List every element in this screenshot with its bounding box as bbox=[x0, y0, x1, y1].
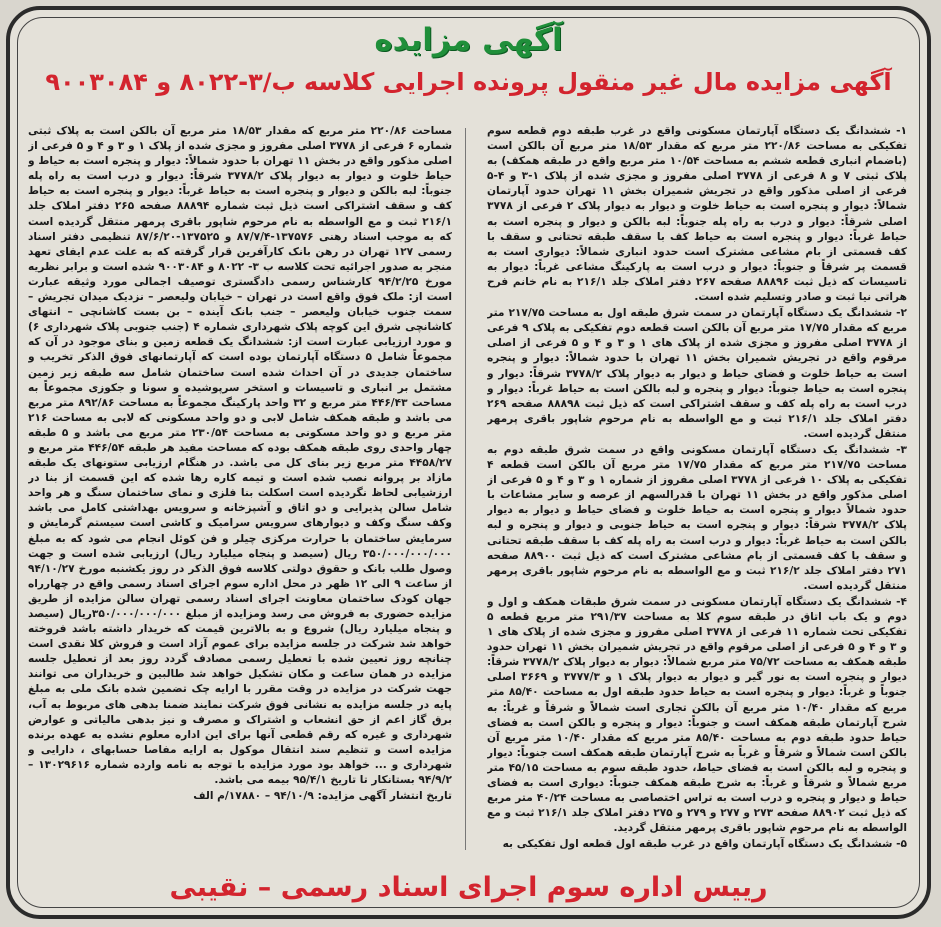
item-5-start: ۵- ششدانگ یک دستگاه آپارتمان واقع در غرب طبقه اول قطعه اول تفکیکی به bbox=[502, 838, 907, 851]
item-3: ۳- ششدانگ یک دستگاه آپارتمان مسکونی واقع در سمت شرق طبقه دوم به مساحت ۲۱۷/۷۵ متر مربع که مقدار ۱۷/۷۵ متر مربع آن بالکن است قطعه ۴ تفکیکی به پلاک ۱۰ فرعی از ۳۷۷۸ اصلی مفروز از شماره ۱ و ۳ و ۴ و ۵ فرعی از اصلی مذکور واقع در بخش ۱۱ تهران با قدرالسهم از عرصه و سایر مشاعات با حدود شمالاً دیوار و پنجره است به حیاط خلوت و فضای حیاط و دیوار به دیوار پلاک ۳۷۷۸/۲ شرقاً: دیوار و پنجره است به حیاط جنوبی و دیوار و پنجره و لبه بالکن است به حیاط غرباً: دیوار و درب است به راه پله کف با سقف طبقه تحتانی و سقف با کف قسمتی از بام مشاعی مشترک است که ذیل ثبت ۸۸۹۰۰ صفحه ۲۷۱ دفتر املاک جلد ۲۱۶/۲ ثبت و مع الواسطه به نام مرحوم شاپور باقری پرمهر منتقل گردیده است. bbox=[487, 443, 907, 592]
left-column bbox=[28, 124, 452, 854]
notice-title: آگهی مزایده bbox=[374, 22, 563, 58]
item-2: ۲- ششدانگ یک دستگاه آپارتمان در سمت شرق طبقه اول به مساحت ۲۱۷/۷۵ متر مربع که مقدار ۱۷/۷۵ متر مربع آن بالکن است قطعه دوم تفکیکی به پلاک ۹ فرعی از ۳۷۷۸ اصلی مفروز و مجزی شده از پلاک های ۱ و ۳ و ۴ و ۵ فرعی از اصلی مرقوم واقع در تجریش شمیران بخش ۱۱ تهران با حدود شمالاً: دیوار و پنجره است به حیاط خلوت و فضای حیاط و دیوار به دیوار پلاک ۳۷۷۸/۲ شرقاً: دیوار و پنجره است به حیاط جنوباً: دیوار و پنجره و لبه بالکن است به حیاط غرباً: دیوار و درب است به راه پله کف و سقف اشتراکی است که ذیل ثبت ۸۸۸۹۸ صفحه ۲۶۹ دفتر املاک جلد ۲۱۶/۱ ثبت و مع الواسطه به نام مرحوم شاپور باقری پرمهر منتقل گردیده است. bbox=[487, 307, 907, 440]
signature-line: رییس اداره سوم اجرای اسناد رسمی – نقیبی bbox=[169, 872, 768, 903]
auction-details: مساحت ۲۲۰/۸۶ متر مربع که مقدار ۱۸/۵۳ متر مربع آن بالکن است به پلاک ثبتی شماره ۶ فرعی از ۳۷۷۸ اصلی مفروز و مجزی شده از پلاک ۱ و ۳ و ۴ و ۵ فرعی از اصلی مذکور واقع در بخش ۱۱ تهران با حدود شمالاً: دیوار و پنجره است به حیاط و حیاط خلوت و دیوار به دیوار پلاک ۳۷۷۸/۲ شرقاً: دیوار و درب است به راه پله جنوباً: لبه بالکن و دیوار و پنجره است به حیاط غرباً: دیوار و پنجره است به حیاط کف و سقف اشتراکی است ذیل ثبت شماره ۸۸۸۹۴ صفحه ۲۶۵ دفتر املاک جلد ۲۱۶/۱ ثبت و مع الواسطه به نام مرحوم شاپور باقری پرمهر منتقل گردیده است که به موجب اسناد رهنی ۱۳۷۵۷۶-۸۷/۷/۴ و ۱۳۷۵۲۵-۸۷/۶/۲۰ تنظیمی دفتر اسناد رسمی ۱۲۷ تهران در رهن بانک کارآفرین قرار گرفته که به علت عدم ایفای تعهد منجر به صدور اجرائیه تحت کلاسه ب ۳- ۸۰۲۲ و ۹۰۰۳۰۸۴ شده است و برابر نظریه مورخ ۹۴/۲/۲۵ کارشناس رسمی دادگستری توصیف اجمالی مورد وثیقه عبارت است از: ملک فوق واقع است در تهران – خیابان ولیعصر – نزدیک میدان تجریش – سمت جنوب خیابان ولیعصر – جنب بانک آینده – بن بست کاشانچی – انتهای کاشانچی شرق این کوچه پلاک شهرداری شماره ۴ (جنب جنوبی پلاک شهرداری ۶) و مورد ارزیابی عبارت است از: ششدانگ یک قطعه زمین و بنای موجود در آن که مجموعاً شامل ۵ دستگاه آپارتمان بوده است که آپارتمانهای فوق الذکر تخریب و ساختمان جدیدی در آن احداث شده است ساختمان شامل سه طبقه زیر زمین مشتمل بر انباری و تاسیسات و استخر سرپوشیده و سونا و جکوزی مجموعاً به مساحت ۴۴۶/۴۳ متر مربع و ۳۲ واحد پارکینگ مجموعاً به مساحت ۸۹۲/۸۶ متر مربع می باشد و طبقه همکف شامل لابی و دو واحد مسکونی که لابی به مساحت ۲۱۶ متر مربع و دو واحد مسکونی به مساحت ۲۳۰/۵۴ متر مربع می باشد و ۵ طبقه چهار واحدی روی طبقه همکف بوده که مساحت مفید هر طبقه ۴۴۶/۵۴ متر مربع و ۴۴۵۸/۲۷ متر مربع زیر بنای کل می باشد. در هنگام ارزیابی ستونهای یک طبقه مازاد بر پروانه نصب شده است و تیمه کاره رها شده که این قسمت از بنا در ارزشیابی لحاظ نگردیده است اسکلت بنا فلزی و نمای ساختمان سنگ و هر واحد شامل سالن پذیرایی و دو اتاق و آشپزخانه و سرویس بهداشتی کامل می باشد وکف سنگ وکف و دیوارهای سرویس سرامیک و کاشی است سیستم گرمایش و سرمایش ساختمان با حرارت مرکزی چیلر و فن کوئل انجام می شود که به مبلغ ۳۵۰/۰۰۰/۰۰۰/۰۰۰ ریال (سیصد و پنجاه میلیارد ریال) ارزیابی شده است و جهت وصول طلب بانک و حقوق دولتی کلاسه فوق الذکر در روز یکشنبه مورخ ۹۴/۱۰/۲۷ از ساعت ۹ الی ۱۲ ظهر در محل اداره سوم اجرای اسناد رسمی واقع در چهارراه جهان کودک ساختمان معاونت اجرای اسناد رسمی تهران سالن مزایده از طریق مزایده حضوری به فروش می رسد ومزایده از مبلغ ۳۵۰/۰۰۰/۰۰۰/۰۰۰ریال (سیصد و پنجاه میلیارد ریال) شروع و به بالاترین قیمت که خریدار داشته باشد فروخته خواهد شد شرکت در جلسه مزایده برای عموم آزاد است و فروش کلا نقدی است چنانچه روز تعیین شده با تعطیل رسمی مصادف گردد روز بعد از تعطیل جلسه مزایده در همان ساعت و مکان تشکیل خواهد شد طالبین و خریداران می توانند جهت شرکت در مزایده در وقت مقرر با ارایه چک تضمین شده بانک ملی به مبلغ پایه در جلسه مزایده به نشانی فوق شرکت نمایند ضمنا بدهی های مربوط به آب، برق گاز اعم از حق انشعاب و اشتراک و مصرف و نیز بدهی مالیاتی و عوارض شهرداری و غیره که رقم قطعی آنها برای این اداره معلوم نشده به عهده برنده مزایده است و تنظیم سند انتقال موکول به ارایه مفاصا حسابهای ، دارایی و شهرداری و ... خواهد بود مورد مزایده با توجه به نامه وارده شماره ۱۳۰۲۹۶۱۶ – ۹۴/۹/۲ بستانکار تا تاریخ ۹۵/۴/۱ بیمه می باشد. bbox=[28, 125, 452, 787]
publication-date: تاریخ انتشار آگهی مزایده: ۹۴/۱۰/۹ – ۱۷۸۸۰/م الف bbox=[193, 790, 452, 803]
notice-frame bbox=[6, 6, 931, 919]
notice-subtitle: آگهی مزایده مال غیر منقول پرونده اجرایی کلاسه ب/۳-۸۰۲۲ و ۹۰۰۳۰۸۴ bbox=[45, 68, 892, 96]
item-1: ۱- ششدانگ یک دستگاه آپارتمان مسکونی واقع در غرب طبقه دوم قطعه سوم تفکیکی به مساحت ۲۲۰/۸۶ متر مربع که مقدار ۱۸/۵۳ متر مربع آن بالکن است (باضمام انباری قطعه ششم به مساحت ۱۰/۵۴ متر مربع واقع در طبقه همکف) به پلاک ثبتی ۷ و ۸ فرعی از ۳۷۷۸ اصلی مفروز و مجزی شده از پلاک ۱-۳ و ۴-۵ فرعی از اصلی مذکور واقع در تجریش شمیران بخش ۱۱ تهران حدود آپارتمان شمالاً: دیوار و پنجره است به حیاط خلوت و دیوار به دیوار پلاک ۲ فرعی از ۳۷۷۸ اصلی شرقاً: دیوار و درب به راه پله جنوباً: لبه بالکن و دیوار و پنجره است به حیاط غرباً: دیوار و پنجره است به حیاط کف با سقف طبقه تحتانی و سقف با کف قسمتی از بام مشاعی مشترک است حدود انباری شمالاً: دیواری است به قسمت پر شرقاً و جنوباً: دیوار و درب است به پارکینگ مشاعی غرباً: دیوار به تاسیسات که ذیل ثبت ۸۸۸۹۶ صفحه ۲۶۷ دفتر املاک جلد ۲۱۶/۱ به نام خانم فرح هراتی نیا ثبت و صادر وتسلیم شده است. bbox=[487, 125, 907, 304]
item-4: ۴- ششدانگ یک دستگاه آپارتمان مسکونی در سمت شرق طبقات همکف و اول و دوم و یک باب اتاق در طبقه سوم کلا به مساحت ۲۹۱/۳۷ متر مربع قطعه ۵ تفکیکی تحت شماره ۱۱ فرعی از ۳۷۷۸ اصلی مفروز و مجزی شده از پلاک های ۱ و ۳ و ۴ و ۵ فرعی از اصلی مرقوم واقع در تجریش شمیران بخش ۱۱ تهران حدود طبقه همکف به مساحت ۷۵/۷۲ متر مربع شمالاً: دیوار به دیوار پلاک ۳۷۷۸/۲ شرقاً: دیوار و پنجره است به نور گیر و دیوار به دیوار پلاک ۱ و ۳۷۷۷/۳ و ۳۶۶۹ اصلی جنوباً و غرباً: دیوار و پنجره است به حیاط حدود طبقه اول به مساحت ۸۵/۴۰ متر مربع که مقدار ۱۰/۴۰ متر مربع آن بالکن تجاری است شمالاً و شرقاً و غرباً: به شرح آپارتمان طبقه همکف است و جنوباً: دیوار و پنجره و بالکن است به فضای حیاط حدود طبقه دوم به مساحت ۸۵/۴۰ متر مربع که مقدار ۱۰/۴۰ متر مربع آن بالکن است شمالاً و شرقاً و غرباً به شرح آپارتمان طبقه همکف است جنوباً: دیوار و پنجره و لبه بالکن است به فضای حیاط، حدود طبقه سوم به مساحت ۴۵/۱۵ متر مربع شمالاً و شرقاً و غرباً: به شرح طبقه همکف جنوباً: دیواری است به فضای حیاط و دیوار و پنجره و درب است به تراس اختصاصی به مساحت ۴۰/۲۴ متر مربع که ذیل ثبت ۸۸۹۰۲ صفحه ۲۷۳ و ۲۷۷ و ۲۷۹ و ۲۷۵ دفتر املاک جلد ۲۱۶/۱ ثبت و مع الواسطه به نام مرحوم شاپور باقری پرمهر منتقل گردید. bbox=[487, 595, 907, 835]
column-divider bbox=[465, 128, 466, 850]
right-column bbox=[487, 124, 907, 854]
